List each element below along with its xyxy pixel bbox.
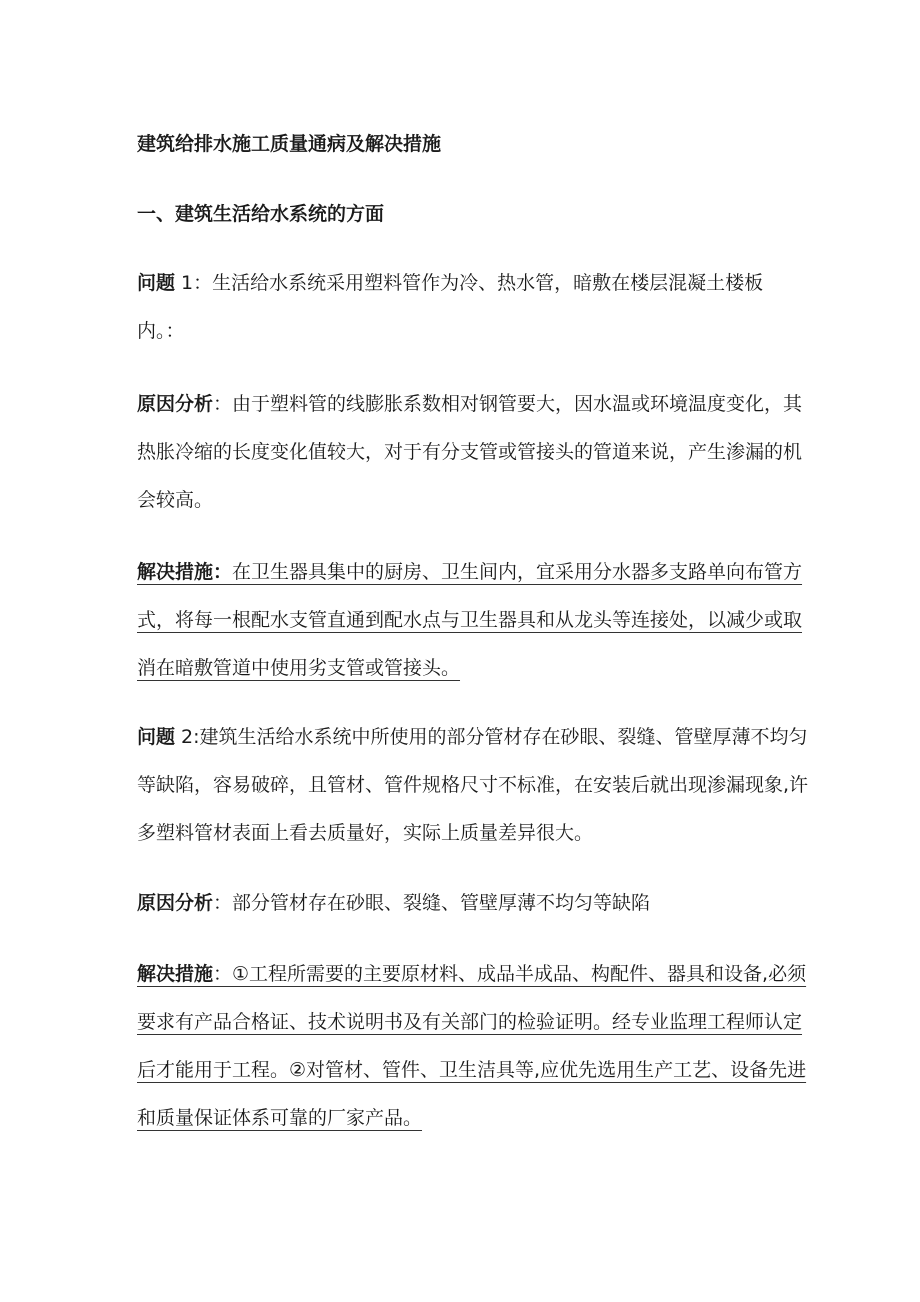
paragraph-cause-analysis-2 [137,879,809,927]
paragraph-text: ：①工程所需要的主要原材料、成品半成品、构配件、器具和设备,必须要求有产品合格证、技术说明书及有关部门的检验证明。经专业监理工程师认定后才能用于工程。②对管材、管件、卫生洁具等,应优先选用生产工艺、设备先进和质量保证体系可靠的厂家产品。 [137,963,807,1129]
paragraph-text: 在卫生器具集中的厨房、卫生间内，宜采用分水器多支路单向布管方式，将每一根配水支管直通到配水点与卫生器具和从龙头等连接处，以减少或取消在暗敷管道中使用劣支管或管接头。 [137,561,803,679]
paragraph-cause-analysis-1 [137,380,809,524]
paragraph-label: 问题 [137,272,176,294]
paragraph-solution-1 [137,548,809,692]
document-title: 建筑给排水施工质量通病及解决措施 [137,133,442,155]
paragraph-text: 2:建筑生活给水系统中所使用的部分管材存在砂眼、裂缝、管壁厚薄不均匀等缺陷，容易破碎，且管材、管件规格尺寸不标准，在安装后就出现渗漏现象,许多塑料管材表面上看去质量好，实际上质量差异很大。 [137,726,809,844]
paragraph-problem-2 [137,713,809,857]
paragraph-label: 原因分析 [137,892,214,914]
paragraph-label: 解决措施： [137,561,233,583]
paragraph-label: 原因分析 [137,393,214,415]
paragraph-text: 1：生活给水系统采用塑料管作为冷、热水管，暗敷在楼层混凝土楼板内。： [137,272,764,342]
paragraph-label: 问题 [137,726,176,748]
paragraph-problem-1 [137,259,809,355]
paragraph-text: ：部分管材存在砂眼、裂缝、管壁厚薄不均匀等缺陷 [213,892,651,914]
paragraph-solution-2 [137,950,809,1142]
section-heading: 一、建筑生活给水系统的方面 [137,203,385,225]
paragraph-label: 解决措施 [137,963,214,985]
paragraph-text: ：由于塑料管的线膨胀系数相对钢管要大，因水温或环境温度变化，其热胀冷缩的长度变化值较大，对于有分支管或管接头的管道来说，产生渗漏的机会较高。 [137,393,803,511]
